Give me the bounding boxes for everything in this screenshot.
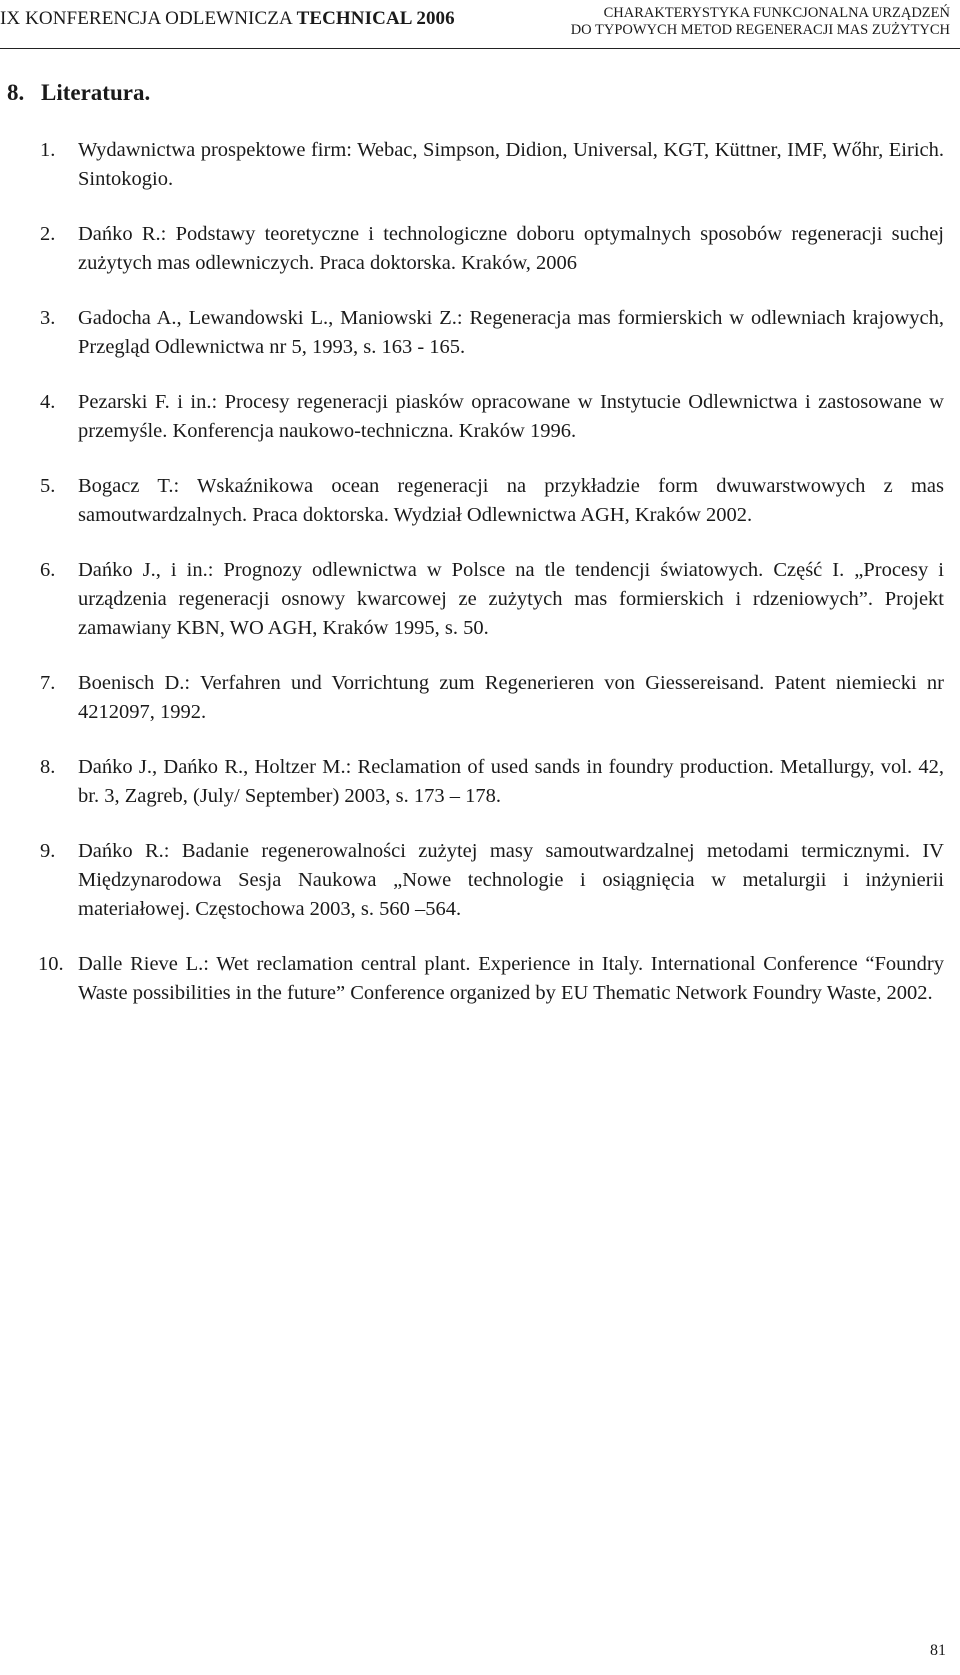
reference-item [40, 669, 944, 727]
reference-item [40, 837, 944, 924]
reference-item [40, 753, 944, 811]
reference-text: Wydawnictwa prospektowe firm: Webac, Simpson, Didion, Universal, KGT, Küttner, IMF, Wőhr, Eirich. Sintokogio. [78, 139, 944, 190]
reference-item [40, 472, 944, 530]
page-number: 81 [930, 1642, 946, 1659]
conference-title [0, 8, 455, 30]
section-number: 8. [7, 80, 25, 105]
section-title: Literatura. [41, 80, 151, 105]
reference-number: 10. [38, 953, 64, 975]
reference-item [40, 136, 944, 194]
reference-number: 2. [40, 223, 56, 245]
running-title-line-1: CHARAKTERYSTYKA FUNKCJONALNA URZĄDZEŃ [603, 5, 950, 21]
reference-number: 5. [40, 475, 56, 497]
reference-item [40, 556, 944, 643]
reference-list [40, 136, 944, 1034]
reference-number: 8. [40, 756, 56, 778]
reference-item [40, 950, 944, 1008]
reference-item [40, 220, 944, 278]
reference-item [40, 304, 944, 362]
reference-text: Dańko J., i in.: Prognozy odlewnictwa w Polsce na tle tendencji światowych. Część I. „Procesy i urządzenia regeneracji osnowy kwarcowej ze zużytych mas formierskich i rdzeniowych”. Projekt zamawiany KBN, WO AGH, Kraków 1995, s. 50. [78, 559, 944, 639]
conference-title-bold: TECHNICAL 2006 [296, 8, 455, 29]
reference-number: 1. [40, 139, 56, 161]
reference-number: 9. [40, 840, 56, 862]
reference-number: 4. [40, 391, 56, 413]
reference-text: Gadocha A., Lewandowski L., Maniowski Z.: Regeneracja mas formierskich w odlewniach krajowych, Przegląd Odlewnictwa nr 5, 1993, s. 163 - 165. [78, 307, 944, 358]
header-divider [0, 48, 960, 49]
reference-item [40, 388, 944, 446]
page-header [0, 0, 960, 48]
reference-number: 3. [40, 307, 56, 329]
reference-text: Boenisch D.: Verfahren und Vorrichtung zum Regenerieren von Giessereisand. Patent niemiecki nr 4212097, 1992. [78, 672, 944, 723]
running-title-line-2: DO TYPOWYCH METOD REGENERACJI MAS ZUŻYTYCH [570, 22, 950, 38]
reference-text: Dalle Rieve L.: Wet reclamation central plant. Experience in Italy. International Conference “Foundry Waste possibilities in the future” Conference organized by EU Thematic Network Foundry Waste, 2002. [78, 953, 944, 1004]
section-heading [7, 80, 150, 106]
reference-text: Bogacz T.: Wskaźnikowa ocean regeneracji na przykładzie form dwuwarstwowych z mas samoutwardzalnych. Praca doktorska. Wydział Odlewnictwa AGH, Kraków 2002. [78, 475, 944, 526]
reference-text: Dańko R.: Podstawy teoretyczne i technologiczne doboru optymalnych sposobów regeneracji suchej zużytych mas odlewniczych. Praca doktorska. Kraków, 2006 [78, 223, 944, 274]
reference-text: Dańko R.: Badanie regenerowalności zużytej masy samoutwardzalnej metodami termicznymi. IV Międzynarodowa Sesja Naukowa „Nowe technologie i osiągnięcia w metalurgii i inżynierii materiałowej. Częstochowa 2003, s. 560 –564. [78, 840, 944, 920]
reference-text: Pezarski F. i in.: Procesy regeneracji piasków opracowane w Instytucie Odlewnictwa i zastosowane w przemyśle. Konferencja naukowo-techniczna. Kraków 1996. [78, 391, 944, 442]
reference-number: 6. [40, 559, 56, 581]
paper-running-title [571, 5, 950, 39]
conference-title-regular: IX KONFERENCJA ODLEWNICZA [0, 8, 297, 29]
reference-text: Dańko J., Dańko R., Holtzer M.: Reclamation of used sands in foundry production. Metallurgy, vol. 42, br. 3, Zagreb, (July/ September) 2003, s. 173 – 178. [78, 756, 944, 807]
reference-number: 7. [40, 672, 56, 694]
